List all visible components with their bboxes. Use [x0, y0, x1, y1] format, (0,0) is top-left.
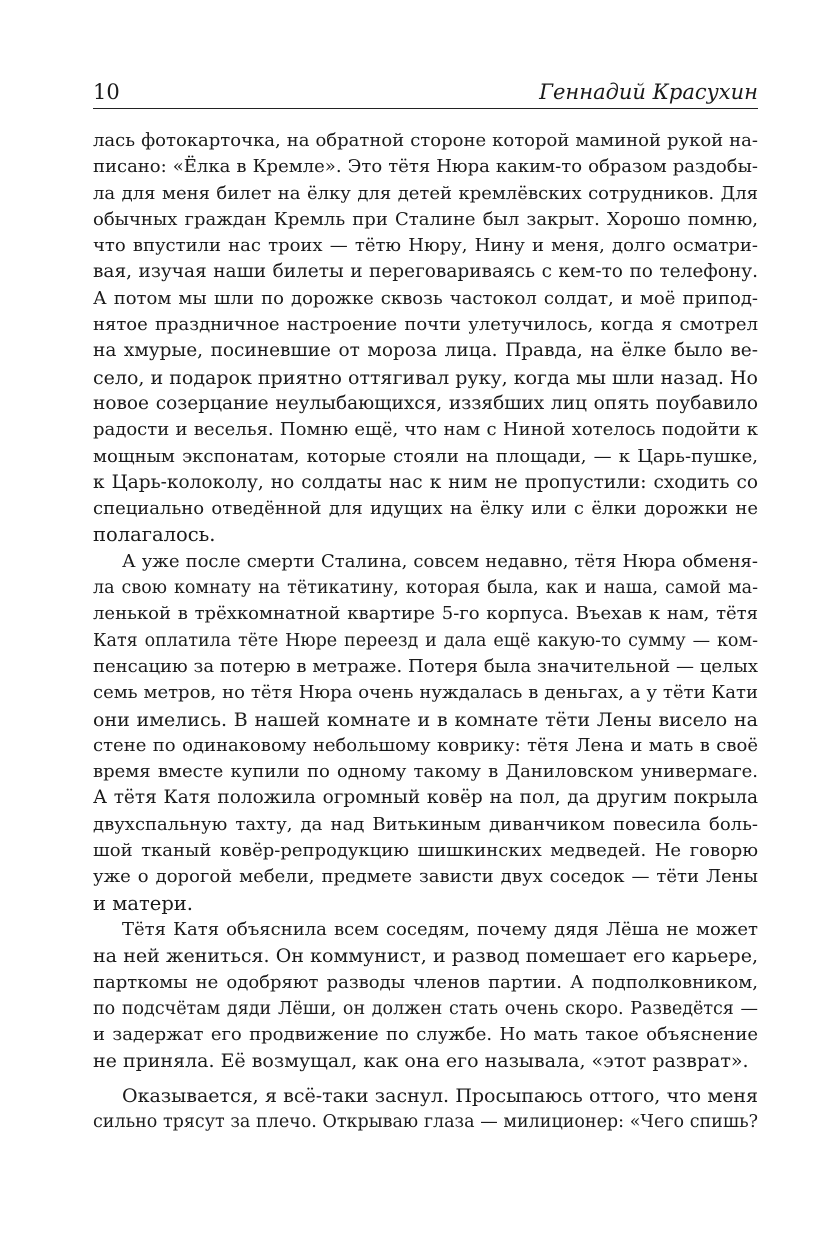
- paragraph: [93, 917, 758, 1075]
- text-line: специально отведённой для идущих на ёлку или с ёлки дорожки не: [93, 498, 758, 520]
- text-line: ленькой в трёхкомнатной квартире 5-го корпуса. Въехав к нам, тётя: [93, 603, 758, 625]
- text-line: Катя оплатила тёте Нюре переезд и дала ещё какую-то сумму — ком-: [93, 630, 758, 651]
- running-header: [93, 78, 758, 109]
- text-line: вая, изучая наши билеты и переговариваясь с кем-то по телефону.: [93, 261, 758, 283]
- body-text: [93, 128, 758, 1135]
- text-line: семь метров, но тётя Нюра очень нуждалась в деньгах, а у тёти Кати: [93, 682, 758, 704]
- text-line: новое созерцание неулыбающихся, иззябших лиц опять поубавило: [93, 392, 758, 414]
- text-line: пенсацию за потерю в метраже. Потеря была значительной — целых: [93, 655, 758, 677]
- paragraph: [93, 549, 758, 917]
- text-line: ла для меня билет на ёлку для детей кремлёвских сотрудников. Для: [93, 182, 758, 204]
- text-line: мощным экспонатам, которые стояли на площади, — к Царь-пушке,: [93, 445, 758, 467]
- text-line: двухспальную тахту, да над Витькиным диванчиком повесила боль-: [93, 813, 758, 835]
- text-line: сильно трясут за плечо. Открываю глаза — милиционер: «Чего спишь?: [93, 1111, 758, 1132]
- text-line: парткомы не одобряют разводы членов партии. А подполковником,: [93, 971, 758, 993]
- text-line: А тётя Катя положила огромный ковёр на пол, да другим покрыла: [93, 787, 758, 809]
- text-line: на ней жениться. Он коммунист, и развод помешает его карьере,: [93, 945, 758, 968]
- text-line: шой тканый ковёр-репродукцию шишкинских медведей. Не говорю: [93, 840, 758, 862]
- text-line: писано: «Ёлка в Кремле». Это тётя Нюра каким-то образом раздобы-: [93, 156, 758, 178]
- text-line: Тётя Катя объяснила всем соседям, почему дядя Лёша не может: [122, 918, 758, 940]
- text-line: полагалось.: [93, 523, 216, 547]
- author-name: Геннадий Красухин: [539, 80, 758, 104]
- page-number: 10: [93, 80, 120, 104]
- text-line: что впустили нас троих — тётю Нюру, Нину и меня, долго осматри-: [93, 235, 758, 257]
- text-line: ла свою комнату на тётикатину, которая была, как и наша, самой ма-: [93, 578, 758, 599]
- text-line: радости и веселья. Помню ещё, что нам с Ниной хотелось подойти к: [93, 419, 758, 441]
- text-line: уже о дорогой мебели, предмете зависти двух соседок — тёти Лены: [93, 866, 758, 888]
- text-line: и матери.: [93, 891, 193, 915]
- paragraph: [93, 1083, 758, 1136]
- text-line: нятое праздничное настроение почти улетучилось, когда я смотрел: [93, 314, 758, 336]
- text-line: лась фотокарточка, на обратной стороне которой маминой рукой на-: [93, 130, 758, 151]
- text-line: стене по одинаковому небольшому коврику: тётя Лена и мать в своё: [93, 734, 758, 756]
- text-line: на хмурые, посиневшие от мороза лица. Правда, на ёлке было ве-: [93, 340, 758, 362]
- text-line: село, и подарок приятно оттягивал руку, когда мы шли назад. Но: [93, 366, 758, 389]
- text-line: Оказывается, я всё-таки заснул. Просыпаюсь оттого, что меня: [122, 1084, 758, 1107]
- text-line: по подсчётам дяди Лёши, он должен стать очень скоро. Разведётся —: [93, 998, 758, 1019]
- text-line: А потом мы шли по дорожке сквозь частокол солдат, и моё припод-: [93, 287, 758, 309]
- text-line: не приняла. Её возмущал, как она его называла, «этот разврат».: [93, 1050, 749, 1073]
- text-line: и задержат его продвижение по службе. Но мать такое объяснение: [93, 1024, 758, 1046]
- text-line: А уже после смерти Сталина, совсем недавно, тётя Нюра обменя-: [122, 550, 758, 572]
- text-line: к Царь-колоколу, но солдаты нас к ним не пропустили: сходить со: [93, 471, 758, 493]
- text-line: время вместе купили по одному такому в Даниловском универмаге.: [93, 761, 758, 783]
- paragraph: [93, 128, 758, 549]
- text-line: обычных граждан Кремль при Сталине был закрыт. Хорошо помню,: [93, 208, 758, 230]
- text-line: они имелись. В нашей комнате и в комнате тёти Лены висело на: [93, 708, 758, 731]
